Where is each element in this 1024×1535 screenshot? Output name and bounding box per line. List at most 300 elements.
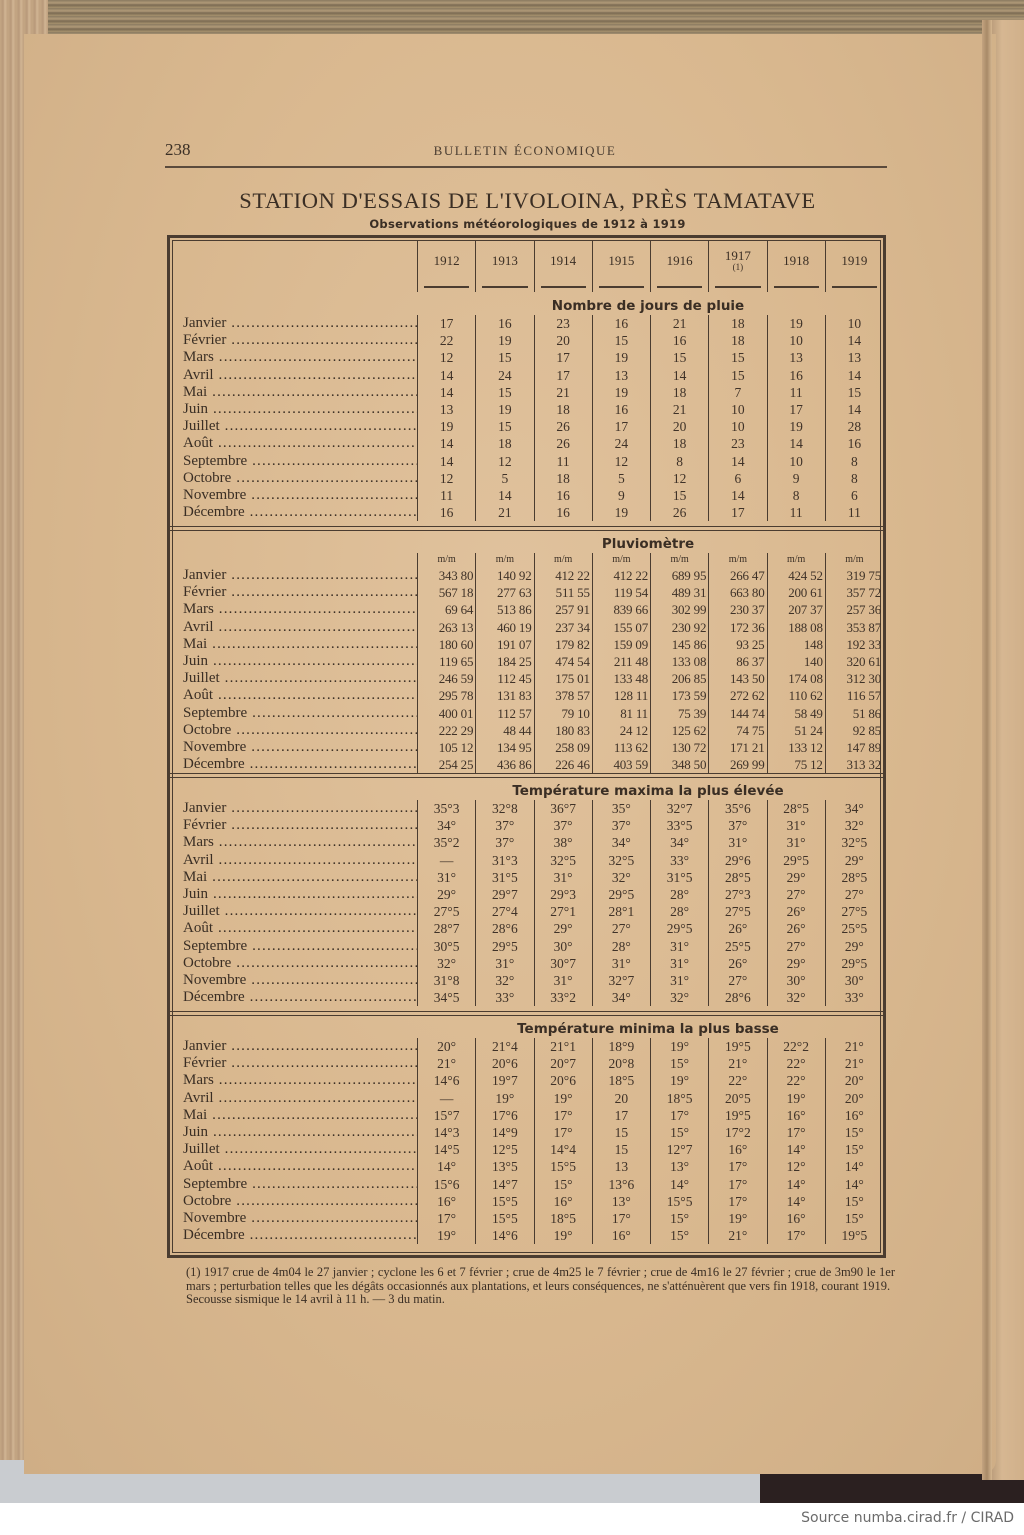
table-cell: 7 bbox=[708, 384, 766, 401]
table-cell: 28°7 bbox=[417, 920, 475, 937]
month-label: Décembre ..... bbox=[173, 1227, 417, 1244]
table-cell: 17° bbox=[708, 1158, 766, 1175]
table-cell: 21° bbox=[708, 1227, 766, 1244]
table-cell: 34° bbox=[650, 834, 708, 851]
table-row bbox=[173, 1107, 883, 1124]
month-label: Octobre ..... bbox=[173, 955, 417, 972]
month-label: Janvier ..... bbox=[173, 800, 417, 817]
table-cell: 343 80 bbox=[417, 567, 475, 584]
table-cell: 30°7 bbox=[534, 955, 592, 972]
table-cell: 29°5 bbox=[650, 920, 708, 937]
table-cell: 14°7 bbox=[475, 1176, 533, 1193]
table-cell: 34° bbox=[417, 817, 475, 834]
year-label: 1913 bbox=[491, 253, 518, 268]
page-title: STATION D'ESSAIS DE L'IVOLOINA, PRÈS TAMATAVE bbox=[239, 188, 816, 213]
table-cell: 27° bbox=[825, 886, 883, 903]
table-row bbox=[173, 453, 883, 470]
table-cell: 86 37 bbox=[708, 653, 766, 670]
table-cell: 31° bbox=[475, 955, 533, 972]
table-cell: 13 bbox=[592, 367, 650, 384]
table-cell: 29°6 bbox=[708, 852, 766, 869]
rain-days-section bbox=[173, 297, 883, 521]
table-cell: 31° bbox=[534, 869, 592, 886]
table-row bbox=[173, 1038, 883, 1055]
table-cell: 403 59 bbox=[592, 756, 650, 773]
table-cell: 15°6 bbox=[417, 1176, 475, 1193]
month-label: Avril ..... bbox=[173, 367, 417, 384]
table-cell: 133 12 bbox=[767, 739, 825, 756]
rainfall-section bbox=[173, 535, 883, 773]
table-cell: 145 86 bbox=[650, 636, 708, 653]
table-cell: 200 61 bbox=[767, 584, 825, 601]
table-cell: 26 bbox=[534, 435, 592, 452]
year-underline bbox=[599, 286, 644, 288]
table-cell: 272 62 bbox=[708, 687, 766, 704]
table-cell: 348 50 bbox=[650, 756, 708, 773]
table-cell: 13 bbox=[825, 349, 883, 366]
table-cell: 18°5 bbox=[650, 1090, 708, 1107]
table-cell: 31° bbox=[417, 869, 475, 886]
table-cell: 12°5 bbox=[475, 1141, 533, 1158]
month-label: Octobre ..... bbox=[173, 722, 417, 739]
table-cell: 31° bbox=[767, 834, 825, 851]
table-cell: 277 63 bbox=[475, 584, 533, 601]
table-cell: 15 bbox=[475, 349, 533, 366]
table-cell: 237 34 bbox=[534, 619, 592, 636]
table-cell: 19 bbox=[592, 384, 650, 401]
table-cell: 37° bbox=[534, 817, 592, 834]
table-cell: 15° bbox=[650, 1227, 708, 1244]
table-cell: 378 57 bbox=[534, 687, 592, 704]
table-cell: 12 bbox=[475, 453, 533, 470]
month-label: Avril ..... bbox=[173, 1090, 417, 1107]
table-cell: 14° bbox=[767, 1193, 825, 1210]
table-cell: 8 bbox=[825, 453, 883, 470]
month-label: Août ..... bbox=[173, 920, 417, 937]
footnote bbox=[160, 1266, 895, 1307]
table-cell: 258 09 bbox=[534, 739, 592, 756]
year-header-cell bbox=[475, 240, 533, 292]
table-cell: 32° bbox=[475, 972, 533, 989]
table-cell: 22° bbox=[708, 1072, 766, 1089]
table-cell: 37° bbox=[592, 817, 650, 834]
table-cell: 312 30 bbox=[825, 670, 883, 687]
table-cell: 15° bbox=[825, 1124, 883, 1141]
month-label: Janvier ..... bbox=[173, 567, 417, 584]
year-header-cell bbox=[825, 240, 883, 292]
table-cell: 6 bbox=[825, 487, 883, 504]
table-cell: 14 bbox=[767, 435, 825, 452]
unit-label: m/m bbox=[708, 553, 766, 567]
month-label: Décembre ..... bbox=[173, 504, 417, 521]
table-cell: 31° bbox=[650, 972, 708, 989]
table-row bbox=[173, 903, 883, 920]
table-cell: 74 75 bbox=[708, 722, 766, 739]
table-row bbox=[173, 349, 883, 366]
table-cell: 17 bbox=[592, 418, 650, 435]
table-cell: 19° bbox=[534, 1090, 592, 1107]
table-cell: 32° bbox=[650, 989, 708, 1006]
month-label: Octobre ..... bbox=[173, 1193, 417, 1210]
table-cell: 33°2 bbox=[534, 989, 592, 1006]
max-temperature-section bbox=[173, 782, 883, 1006]
table-cell: 17° bbox=[767, 1124, 825, 1141]
table-cell: 75 39 bbox=[650, 705, 708, 722]
table-cell: 32° bbox=[417, 955, 475, 972]
month-label: Mars ..... bbox=[173, 601, 417, 618]
table-cell: — bbox=[417, 852, 475, 869]
table-cell: 19°7 bbox=[475, 1072, 533, 1089]
table-row bbox=[173, 972, 883, 989]
table-cell: 18 bbox=[708, 315, 766, 332]
table-cell: 474 54 bbox=[534, 653, 592, 670]
table-cell: 206 85 bbox=[650, 670, 708, 687]
unit-label: m/m bbox=[650, 553, 708, 567]
table-cell: 10 bbox=[767, 453, 825, 470]
table-row bbox=[173, 756, 883, 773]
table-cell: 119 54 bbox=[592, 584, 650, 601]
month-label: Juin ..... bbox=[173, 1124, 417, 1141]
table-cell: 19 bbox=[475, 401, 533, 418]
table-cell: 13°6 bbox=[592, 1176, 650, 1193]
table-row bbox=[173, 470, 883, 487]
month-label: Septembre ..... bbox=[173, 938, 417, 955]
month-label: Février ..... bbox=[173, 584, 417, 601]
table-cell: 14 bbox=[708, 487, 766, 504]
book-gutter bbox=[982, 20, 992, 1480]
section-title: Pluviomètre bbox=[601, 536, 695, 552]
table-row bbox=[173, 332, 883, 349]
table-cell: 16 bbox=[650, 332, 708, 349]
table-cell: 353 87 bbox=[825, 619, 883, 636]
table-cell: 174 08 bbox=[767, 670, 825, 687]
table-cell: 140 92 bbox=[475, 567, 533, 584]
table-cell: 20° bbox=[417, 1038, 475, 1055]
table-cell: 16 bbox=[825, 435, 883, 452]
year-underline bbox=[482, 286, 527, 288]
table-cell: 302 99 bbox=[650, 601, 708, 618]
year-underline bbox=[657, 286, 702, 288]
table-cell: 17 bbox=[534, 349, 592, 366]
table-cell: 29°3 bbox=[534, 886, 592, 903]
table-cell: 35°3 bbox=[417, 800, 475, 817]
table-cell: 31° bbox=[534, 972, 592, 989]
month-label: Août ..... bbox=[173, 687, 417, 704]
month-label: Juillet ..... bbox=[173, 418, 417, 435]
table-cell: 20°8 bbox=[592, 1055, 650, 1072]
table-cell: 15°5 bbox=[475, 1193, 533, 1210]
table-cell: 18 bbox=[475, 435, 533, 452]
table-cell: 21 bbox=[650, 315, 708, 332]
table-cell: 14 bbox=[417, 435, 475, 452]
table-cell: 14° bbox=[417, 1158, 475, 1175]
table-cell: 20 bbox=[650, 418, 708, 435]
table-cell: 17 bbox=[417, 315, 475, 332]
table-row bbox=[173, 1055, 883, 1072]
table-cell: 30° bbox=[767, 972, 825, 989]
table-cell: 19° bbox=[650, 1038, 708, 1055]
table-cell: 92 85 bbox=[825, 722, 883, 739]
table-row bbox=[173, 869, 883, 886]
table-cell: 412 22 bbox=[592, 567, 650, 584]
table-cell: 133 08 bbox=[650, 653, 708, 670]
section-title: Température maxima la plus élevée bbox=[512, 783, 784, 799]
table-cell: 15 bbox=[475, 384, 533, 401]
table-cell: 839 66 bbox=[592, 601, 650, 618]
table-cell: 30° bbox=[825, 972, 883, 989]
table-cell: 24 bbox=[592, 435, 650, 452]
table-cell: 11 bbox=[767, 504, 825, 521]
table-cell: 23 bbox=[708, 435, 766, 452]
table-cell: 27°5 bbox=[417, 903, 475, 920]
unit-label: m/m bbox=[825, 553, 883, 567]
table-cell: 511 55 bbox=[534, 584, 592, 601]
month-label: Août ..... bbox=[173, 435, 417, 452]
table-cell: 79 10 bbox=[534, 705, 592, 722]
table-cell: 29° bbox=[825, 938, 883, 955]
table-cell: 37° bbox=[708, 817, 766, 834]
table-cell: 230 37 bbox=[708, 601, 766, 618]
table-cell: 19°5 bbox=[708, 1107, 766, 1124]
month-label: Février ..... bbox=[173, 1055, 417, 1072]
table-cell: 29° bbox=[417, 886, 475, 903]
table-cell: 15 bbox=[475, 418, 533, 435]
table-cell: 32° bbox=[592, 869, 650, 886]
table-cell: 29°7 bbox=[475, 886, 533, 903]
month-label: Janvier ..... bbox=[173, 315, 417, 332]
table-cell: 567 18 bbox=[417, 584, 475, 601]
table-cell: 17 bbox=[767, 401, 825, 418]
table-cell: 14°6 bbox=[475, 1227, 533, 1244]
table-row bbox=[173, 1227, 883, 1244]
table-row bbox=[173, 1141, 883, 1158]
table-cell: 14°6 bbox=[417, 1072, 475, 1089]
table-cell: 19° bbox=[475, 1090, 533, 1107]
table-row bbox=[173, 938, 883, 955]
table-cell: 35° bbox=[592, 800, 650, 817]
table-cell: 13° bbox=[592, 1193, 650, 1210]
table-cell: 211 48 bbox=[592, 653, 650, 670]
table-cell: 15° bbox=[650, 1210, 708, 1227]
table-cell: 20° bbox=[825, 1090, 883, 1107]
table-cell: 16° bbox=[592, 1227, 650, 1244]
table-cell: 14 bbox=[825, 332, 883, 349]
table-cell: 18 bbox=[650, 435, 708, 452]
table-cell: 28° bbox=[592, 938, 650, 955]
table-cell: 24 bbox=[475, 367, 533, 384]
table-cell: 17° bbox=[767, 1227, 825, 1244]
table-cell: 128 11 bbox=[592, 687, 650, 704]
table-cell: 15 bbox=[708, 349, 766, 366]
table-row bbox=[173, 567, 883, 584]
table-cell: 16 bbox=[417, 504, 475, 521]
table-cell: 14 bbox=[417, 453, 475, 470]
table-cell: 28°5 bbox=[825, 869, 883, 886]
table-cell: 15 bbox=[650, 349, 708, 366]
table-cell: 147 89 bbox=[825, 739, 883, 756]
table-cell: 15 bbox=[825, 384, 883, 401]
table-cell: 13 bbox=[767, 349, 825, 366]
table-cell: 29°5 bbox=[825, 955, 883, 972]
table-cell: 20°6 bbox=[534, 1072, 592, 1089]
table-cell: 93 25 bbox=[708, 636, 766, 653]
table-cell: 230 92 bbox=[650, 619, 708, 636]
table-cell: 16° bbox=[708, 1141, 766, 1158]
table-cell: 58 49 bbox=[767, 705, 825, 722]
month-label: Décembre ..... bbox=[173, 989, 417, 1006]
table-cell: 14° bbox=[825, 1176, 883, 1193]
table-cell: 33°5 bbox=[650, 817, 708, 834]
table-cell: 9 bbox=[592, 487, 650, 504]
table-cell: 18°9 bbox=[592, 1038, 650, 1055]
table-cell: 18°5 bbox=[534, 1210, 592, 1227]
table-cell: 19° bbox=[534, 1227, 592, 1244]
table-cell: 17 bbox=[534, 367, 592, 384]
table-cell: 15 bbox=[592, 1141, 650, 1158]
table-cell: 18 bbox=[650, 384, 708, 401]
table-cell: 35°2 bbox=[417, 834, 475, 851]
month-label: Novembre ..... bbox=[173, 1210, 417, 1227]
table-cell: 13°5 bbox=[475, 1158, 533, 1175]
table-cell: 32°5 bbox=[592, 852, 650, 869]
table-cell: 17° bbox=[592, 1210, 650, 1227]
table-cell: 51 24 bbox=[767, 722, 825, 739]
table-cell: 22°2 bbox=[767, 1038, 825, 1055]
table-cell: 14 bbox=[825, 367, 883, 384]
table-row bbox=[173, 739, 883, 756]
table-cell: 21 bbox=[534, 384, 592, 401]
year-label: 1914 bbox=[550, 253, 577, 268]
page-number: 238 bbox=[165, 140, 191, 159]
table-cell: 14 bbox=[708, 453, 766, 470]
table-cell: 28°5 bbox=[767, 800, 825, 817]
table-cell: 207 37 bbox=[767, 601, 825, 618]
month-label: Novembre ..... bbox=[173, 487, 417, 504]
table-cell: 51 86 bbox=[825, 705, 883, 722]
table-cell: 489 31 bbox=[650, 584, 708, 601]
table-cell: 105 12 bbox=[417, 739, 475, 756]
table-cell: 148 bbox=[767, 636, 825, 653]
table-cell: 32°7 bbox=[650, 800, 708, 817]
table-cell: 32° bbox=[825, 817, 883, 834]
table-cell: 75 12 bbox=[767, 756, 825, 773]
table-cell: 357 72 bbox=[825, 584, 883, 601]
table-cell: 184 25 bbox=[475, 653, 533, 670]
table-cell: 35°6 bbox=[708, 800, 766, 817]
table-row bbox=[173, 1158, 883, 1175]
month-label: Janvier ..... bbox=[173, 1038, 417, 1055]
table-row bbox=[173, 705, 883, 722]
table-cell: 25°5 bbox=[708, 938, 766, 955]
table-cell: 12°7 bbox=[650, 1141, 708, 1158]
table-cell: 17°6 bbox=[475, 1107, 533, 1124]
year-header-cell bbox=[417, 240, 475, 292]
table-row bbox=[173, 800, 883, 817]
table-cell: 131 83 bbox=[475, 687, 533, 704]
table-cell: 20 bbox=[592, 1090, 650, 1107]
year-label: 1915 bbox=[608, 253, 635, 268]
table-cell: 17° bbox=[417, 1210, 475, 1227]
table-cell: 19° bbox=[708, 1210, 766, 1227]
table-cell: 319 75 bbox=[825, 567, 883, 584]
table-cell: 14 bbox=[417, 384, 475, 401]
table-cell: 15° bbox=[825, 1193, 883, 1210]
month-label: Février ..... bbox=[173, 332, 417, 349]
table-cell: 25°5 bbox=[825, 920, 883, 937]
table-cell: 27° bbox=[592, 920, 650, 937]
table-cell: 18 bbox=[534, 470, 592, 487]
table-cell: 37° bbox=[475, 817, 533, 834]
year-underline bbox=[832, 286, 877, 288]
table-row bbox=[173, 722, 883, 739]
table-cell: 33° bbox=[650, 852, 708, 869]
table-cell: 15° bbox=[534, 1176, 592, 1193]
table-cell: 140 bbox=[767, 653, 825, 670]
table-cell: 15 bbox=[592, 1124, 650, 1141]
month-label: Septembre ..... bbox=[173, 453, 417, 470]
table-cell: 29°5 bbox=[767, 852, 825, 869]
table-cell: 30° bbox=[534, 938, 592, 955]
table-cell: 26 bbox=[650, 504, 708, 521]
table-cell: 34°5 bbox=[417, 989, 475, 1006]
table-cell: 11 bbox=[534, 453, 592, 470]
table-row bbox=[173, 636, 883, 653]
table-cell: 424 52 bbox=[767, 567, 825, 584]
table-cell: 36°7 bbox=[534, 800, 592, 817]
table-cell: 155 07 bbox=[592, 619, 650, 636]
table-cell: 191 07 bbox=[475, 636, 533, 653]
table-cell: 21 bbox=[650, 401, 708, 418]
table-row bbox=[173, 401, 883, 418]
table-cell: 12° bbox=[767, 1158, 825, 1175]
table-cell: 313 32 bbox=[825, 756, 883, 773]
table-row bbox=[173, 1072, 883, 1089]
table-cell: 29° bbox=[825, 852, 883, 869]
table-cell: 17° bbox=[534, 1107, 592, 1124]
month-label: Septembre ..... bbox=[173, 705, 417, 722]
table-cell: 436 86 bbox=[475, 756, 533, 773]
year-header-cell bbox=[592, 240, 650, 292]
table-cell: 15°5 bbox=[534, 1158, 592, 1175]
table-cell: 21°1 bbox=[534, 1038, 592, 1055]
year-underline bbox=[541, 286, 586, 288]
table-cell: 34° bbox=[592, 834, 650, 851]
table-cell: 460 19 bbox=[475, 619, 533, 636]
table-cell: 192 33 bbox=[825, 636, 883, 653]
table-cell: 10 bbox=[708, 418, 766, 435]
table-cell: 144 74 bbox=[708, 705, 766, 722]
table-cell: 30°5 bbox=[417, 938, 475, 955]
table-cell: 38° bbox=[534, 834, 592, 851]
table-row bbox=[173, 817, 883, 834]
table-cell: 16° bbox=[767, 1107, 825, 1124]
table-row bbox=[173, 1124, 883, 1141]
table-cell: 16° bbox=[417, 1193, 475, 1210]
table-cell: 22 bbox=[417, 332, 475, 349]
table-cell: 113 62 bbox=[592, 739, 650, 756]
table-cell: 14°9 bbox=[475, 1124, 533, 1141]
table-cell: 16° bbox=[534, 1193, 592, 1210]
table-row bbox=[173, 367, 883, 384]
table-row bbox=[173, 886, 883, 903]
table-cell: 27° bbox=[708, 972, 766, 989]
table-cell: 18°5 bbox=[592, 1072, 650, 1089]
year-label: 1918 bbox=[783, 253, 810, 268]
table-cell: 19° bbox=[650, 1072, 708, 1089]
table-cell: 263 13 bbox=[417, 619, 475, 636]
table-cell: 110 62 bbox=[767, 687, 825, 704]
table-cell: 29°5 bbox=[475, 938, 533, 955]
